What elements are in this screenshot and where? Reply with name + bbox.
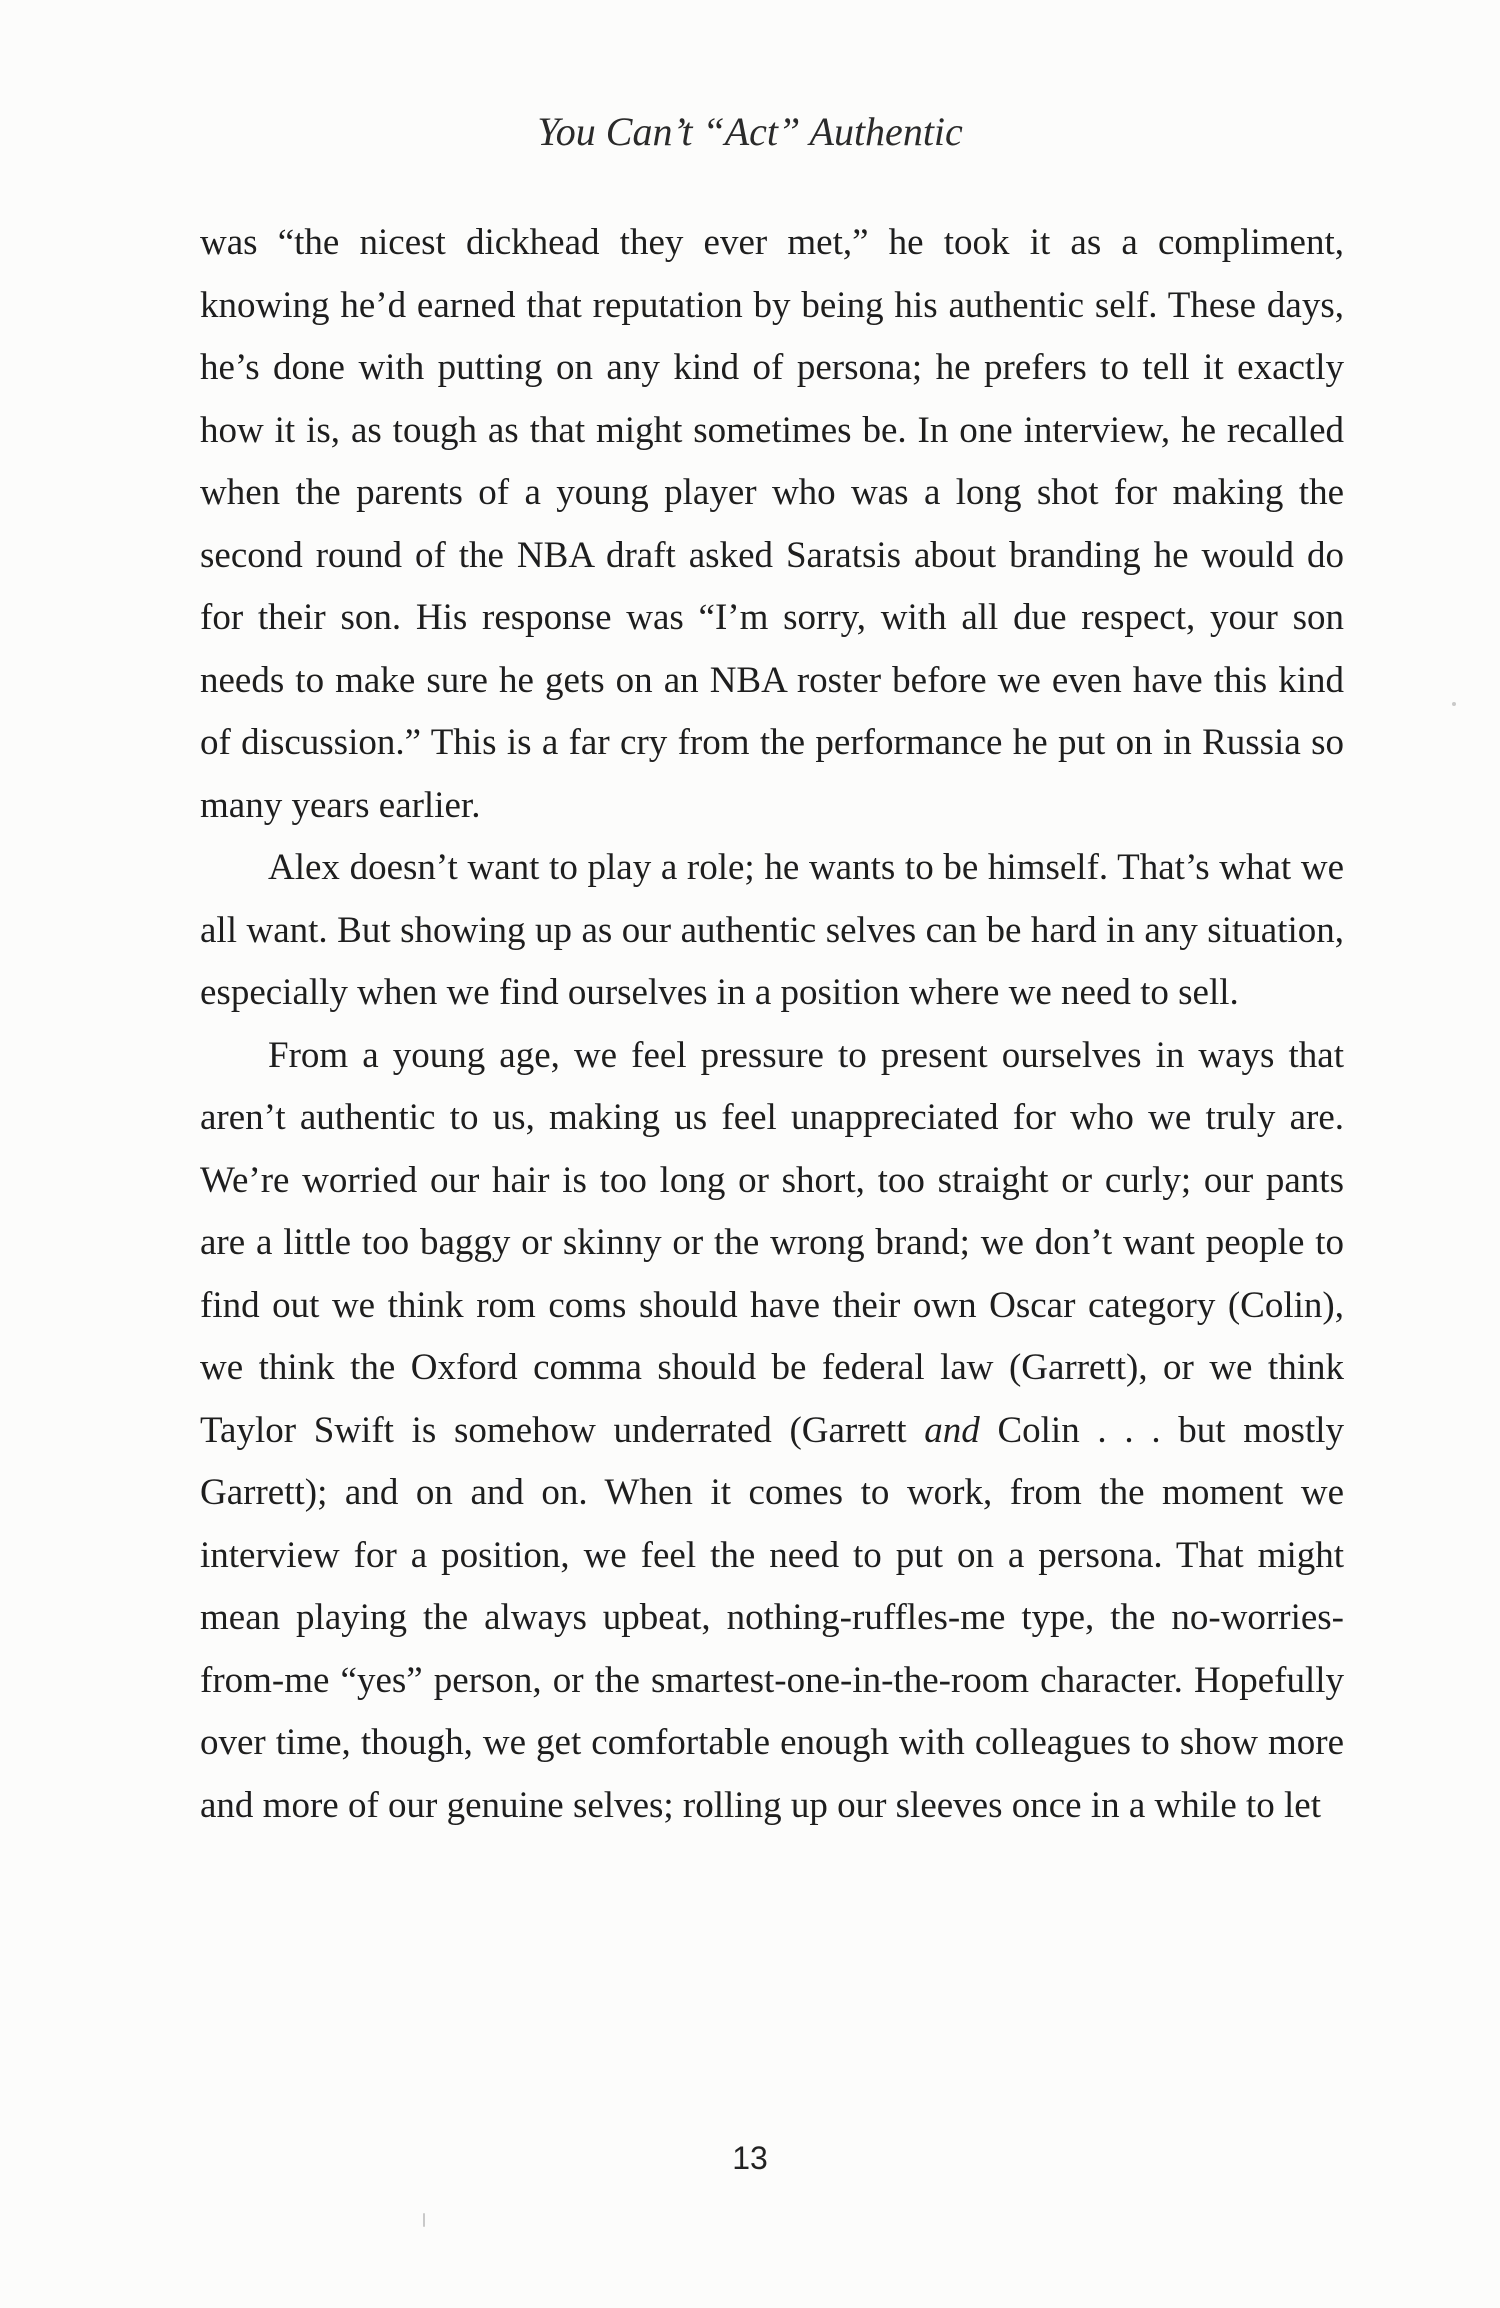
page-number: 13 [732, 2140, 768, 2176]
paragraph-3-text-end: Colin . . . but mostly Garrett); and on and on. When it comes to work, from the moment we interview for a position, we feel the need to put on a persona. That might mean playing the always upbeat, nothing-ruffles-me type, the no-worries-from-me “yes” person, or the smartest-one-in-the-room character. Hopefully over time, though, we get comfortable enough with colleagues to show more and more of our genuine selves; rolling up our sleeves once in a while to let [200, 1409, 1344, 1826]
scan-speck [1452, 702, 1456, 706]
paragraph-3-text-start: From a young age, we feel pressure to present ourselves in ways that aren’t authentic to us, making us feel unappreciated for who we truly are. We’re worried our hair is too long or short, too straight or curly; our pants are a little too baggy or skinny or the wrong brand; we don’t want people to find out we think rom coms should have their own Oscar category (Colin), we think the Oxford comma should be federal law (Garrett), or we think Taylor Swift is somehow underrated (Garrett [200, 1034, 1344, 1451]
paragraph-3-italic-word: and [924, 1409, 980, 1451]
running-head-title: You Can’t “Act” Authentic [537, 109, 963, 154]
paragraph-2: Alex doesn’t want to play a role; he wants to be himself. That’s what we all want. But showing up as our authentic selves can be hard in any situation, especially when we find ourselves in a position where we need to sell. [200, 847, 1344, 1013]
body-text [200, 212, 1344, 1837]
paragraph-1: was “the nicest dickhead they ever met,” he took it as a compliment, knowing he’d earned that reputation by being his authentic self. These days, he’s done with putting on any kind of persona; he prefers to tell it exactly how it is, as tough as that might sometimes be. In one interview, he recalled when the parents of a young player who was a long shot for making the second round of the NBA draft asked Saratsis about branding he would do for their son. His response was “I’m sorry, with all due respect, your son needs to make sure he gets on an NBA roster before we even have this kind of discussion.” This is a far cry from the performance he put on in Russia so many years earlier. [200, 222, 1344, 826]
paragraph-3 [200, 1025, 1344, 1838]
scan-speck [423, 2213, 425, 2227]
